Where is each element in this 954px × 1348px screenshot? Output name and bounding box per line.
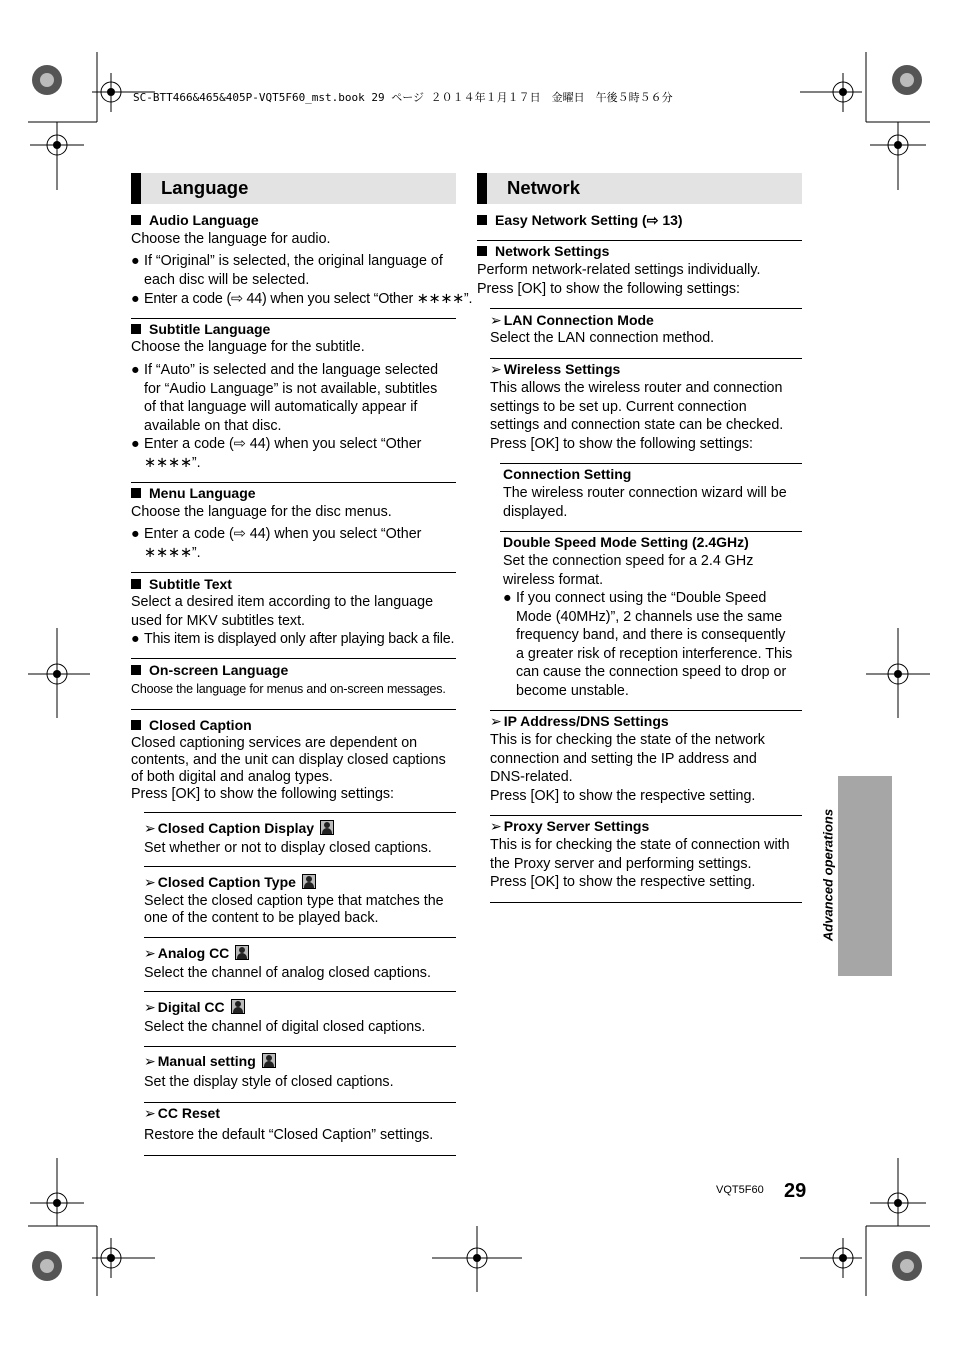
lan-connection-desc: Select the LAN connection method. xyxy=(490,330,715,346)
text-line: Press [OK] to show the following settings: xyxy=(477,280,741,297)
audio-language-bullet-1 xyxy=(131,252,474,289)
square-bullet-icon xyxy=(131,488,141,498)
ip-dns-heading xyxy=(490,713,669,730)
proxy-server-label: Proxy Server Settings xyxy=(503,818,650,834)
double-speed-desc xyxy=(503,552,753,589)
text-line: If “Auto” is selected and the language selected xyxy=(144,362,439,378)
bullet-icon: ● xyxy=(503,590,512,606)
text-line: for “Audio Language” is not available, subtitles xyxy=(144,380,438,397)
cc-reset-heading xyxy=(144,1105,220,1122)
subtitle-language-bullet-2 xyxy=(131,435,474,472)
text-line: the Proxy server and performing settings. xyxy=(490,855,752,872)
divider xyxy=(131,318,456,319)
wireless-settings-desc xyxy=(490,379,783,453)
analog-cc-heading xyxy=(144,945,249,962)
text-line: This allows the wireless router and connection xyxy=(490,380,783,396)
closed-caption-heading xyxy=(131,717,252,733)
person-icon xyxy=(262,1053,276,1068)
divider xyxy=(144,991,456,992)
text-line: become unstable. xyxy=(516,682,629,699)
bullet-icon: ● xyxy=(131,436,140,452)
text-line: Enter a code (⇨ 44) when you select “Other xyxy=(144,526,422,542)
onscreen-language-heading xyxy=(131,662,288,678)
divider xyxy=(500,531,802,532)
arrow-icon: ➢ xyxy=(490,361,502,377)
subtitle-language-desc: Choose the language for the subtitle. xyxy=(131,339,365,355)
text-line: Enter a code (⇨ 44) when you select “Other xyxy=(144,436,422,452)
digital-cc-desc: Select the channel of digital closed captions. xyxy=(144,1019,426,1035)
wireless-settings-label: Wireless Settings xyxy=(503,361,621,377)
arrow-icon: ➢ xyxy=(144,1105,156,1121)
divider xyxy=(131,658,456,659)
lan-connection-label: LAN Connection Mode xyxy=(503,312,654,328)
closed-caption-desc xyxy=(131,735,446,803)
text-line: Select the closed caption type that matches the xyxy=(144,893,444,909)
ip-dns-desc xyxy=(490,731,765,805)
subtitle-text-heading xyxy=(131,576,232,592)
subtitle-text-label: Subtitle Text xyxy=(149,576,232,592)
digital-cc-heading xyxy=(144,999,245,1016)
chapter-tab-label-wrap xyxy=(812,790,844,960)
audio-language-bullet-2 xyxy=(131,290,472,309)
person-icon xyxy=(320,820,334,835)
text-line: settings to be set up. Current connection xyxy=(490,398,747,415)
arrow-icon: ➢ xyxy=(144,999,156,1015)
network-title-text: Network xyxy=(507,177,580,198)
text-line: Perform network-related settings individually. xyxy=(477,262,761,278)
person-icon xyxy=(231,999,245,1014)
cc-type-desc xyxy=(144,893,444,927)
language-title-text: Language xyxy=(161,177,249,198)
text-line: one of the content to be played back. xyxy=(144,910,379,926)
analog-cc-desc: Select the channel of analog closed captions. xyxy=(144,965,431,981)
book-file-header: SC-BTT466&465&405P-VQT5F60_mst.book 29 ページ ２０１４年１月１７日 金曜日 午後５時５６分 xyxy=(133,91,673,104)
text-line: Mode (40MHz)”, 2 channels use the same xyxy=(516,608,783,625)
bullet-icon: ● xyxy=(131,526,140,542)
arrow-icon: ➢ xyxy=(144,874,156,890)
square-bullet-icon xyxy=(131,579,141,589)
cc-display-heading xyxy=(144,820,334,837)
network-settings-label: Network Settings xyxy=(495,243,610,259)
square-bullet-icon xyxy=(131,215,141,225)
chapter-tab xyxy=(838,776,892,976)
text-line: Press [OK] to show the following settings: xyxy=(131,786,395,802)
network-section-title xyxy=(477,173,802,204)
text-line: ∗∗∗∗”. xyxy=(144,454,201,471)
text-line: Set the connection speed for a 2.4 GHz xyxy=(503,553,754,569)
audio-language-desc: Choose the language for audio. xyxy=(131,231,331,247)
text-line: connection and setting the IP address and xyxy=(490,750,757,767)
text-line: Select a desired item according to the language xyxy=(131,594,434,610)
divider xyxy=(500,463,802,464)
text-line: each disc will be selected. xyxy=(144,271,310,288)
divider xyxy=(490,902,802,903)
ip-dns-label: IP Address/DNS Settings xyxy=(503,713,669,729)
network-settings-desc xyxy=(477,261,760,298)
square-bullet-icon xyxy=(131,665,141,675)
wireless-settings-heading xyxy=(490,361,620,378)
section-marker-bar xyxy=(131,173,141,204)
audio-language-heading xyxy=(131,212,259,228)
onscreen-language-desc: Choose the language for menus and on-screen messages. xyxy=(131,682,446,696)
easy-network-label: Easy Network Setting (⇨ 13) xyxy=(495,212,683,228)
double-speed-heading: Double Speed Mode Setting (2.4GHz) xyxy=(503,534,749,550)
subtitle-language-heading xyxy=(131,321,270,337)
subtitle-text-bullet-1 xyxy=(131,630,454,649)
text-line: If you connect using the “Double Speed xyxy=(516,590,767,606)
section-marker-bar xyxy=(477,173,487,204)
onscreen-language-label: On-screen Language xyxy=(149,662,289,678)
manual-setting-label: Manual setting xyxy=(157,1053,256,1069)
arrow-icon: ➢ xyxy=(144,820,156,836)
divider xyxy=(477,240,802,241)
square-bullet-icon xyxy=(131,324,141,334)
language-section-title xyxy=(131,173,456,204)
divider xyxy=(490,710,802,711)
divider xyxy=(490,358,802,359)
divider xyxy=(144,1102,456,1103)
audio-language-label: Audio Language xyxy=(149,212,259,228)
divider xyxy=(131,482,456,483)
text-line: of that language will automatically appear if xyxy=(144,399,418,416)
divider xyxy=(144,937,456,938)
bullet-icon: ● xyxy=(131,631,140,647)
analog-cc-label: Analog CC xyxy=(157,945,230,961)
divider xyxy=(490,308,802,309)
cc-type-heading xyxy=(144,874,316,891)
chapter-tab-label: Advanced operations xyxy=(820,808,836,942)
easy-network-heading xyxy=(477,212,683,229)
network-settings-heading xyxy=(477,243,609,259)
text-line: contents, and the unit can display closed captions xyxy=(131,752,446,768)
text-line: This is for checking the state of connection with xyxy=(490,837,790,853)
cc-type-label: Closed Caption Type xyxy=(157,874,296,890)
person-icon xyxy=(302,874,316,889)
square-bullet-icon xyxy=(477,215,487,225)
text-line: of both digital and analog types. xyxy=(131,769,333,785)
text-line: Press [OK] to show the respective setting. xyxy=(490,874,756,891)
cc-display-desc: Set whether or not to display closed captions. xyxy=(144,840,432,856)
divider xyxy=(490,815,802,816)
cc-reset-label: CC Reset xyxy=(157,1105,220,1121)
bullet-icon: ● xyxy=(131,253,140,269)
square-bullet-icon xyxy=(477,246,487,256)
divider xyxy=(131,709,456,710)
text-line: can cause the connection speed to drop or xyxy=(516,664,787,681)
text-line: The wireless router connection wizard will be xyxy=(503,485,787,501)
text-line: a greater risk of reception interference. This xyxy=(516,645,793,662)
text-line: displayed. xyxy=(503,503,568,520)
closed-caption-label: Closed Caption xyxy=(149,717,252,733)
text-line: Enter a code (⇨ 44) when you select “Other ∗∗∗∗”. xyxy=(144,291,473,307)
text-line: frequency band, and there is consequently xyxy=(516,627,786,644)
divider xyxy=(144,1155,456,1156)
lan-connection-heading xyxy=(490,312,654,329)
text-line: settings and connection state can be checked. xyxy=(490,417,784,434)
text-line: Press [OK] to show the respective setting. xyxy=(490,787,756,804)
double-speed-bullet-1 xyxy=(503,589,816,701)
cc-reset-desc: Restore the default “Closed Caption” settings. xyxy=(144,1127,434,1143)
divider xyxy=(144,866,456,867)
arrow-icon: ➢ xyxy=(490,312,502,328)
subtitle-language-bullet-1 xyxy=(131,361,474,435)
text-line: used for MKV subtitles text. xyxy=(131,612,306,629)
text-line: This item is displayed only after playing back a file. xyxy=(144,631,455,647)
divider xyxy=(131,572,456,573)
page-number: 29 xyxy=(784,1180,807,1202)
manual-setting-heading xyxy=(144,1053,276,1070)
subtitle-text-desc xyxy=(131,593,433,630)
person-icon xyxy=(235,945,249,960)
text-line: wireless format. xyxy=(503,571,604,588)
proxy-server-heading xyxy=(490,818,649,835)
menu-language-desc: Choose the language for the disc menus. xyxy=(131,504,392,520)
arrow-icon: ➢ xyxy=(144,1053,156,1069)
text-line: Press [OK] to show the following settings: xyxy=(490,435,754,452)
square-bullet-icon xyxy=(131,720,141,730)
arrow-icon: ➢ xyxy=(144,945,156,961)
proxy-server-desc xyxy=(490,836,790,892)
text-line: DNS-related. xyxy=(490,769,573,786)
divider xyxy=(144,812,456,813)
text-line: ∗∗∗∗”. xyxy=(144,544,201,561)
text-line: available on that disc. xyxy=(144,417,282,434)
arrow-icon: ➢ xyxy=(490,713,502,729)
digital-cc-label: Digital CC xyxy=(157,999,225,1015)
connection-setting-desc xyxy=(503,484,787,521)
arrow-icon: ➢ xyxy=(490,818,502,834)
connection-setting-heading: Connection Setting xyxy=(503,466,632,482)
divider xyxy=(144,1046,456,1047)
menu-language-bullet-1 xyxy=(131,525,474,562)
text-line: This is for checking the state of the network xyxy=(490,732,765,748)
text-line: If “Original” is selected, the original language of xyxy=(144,253,443,269)
bullet-icon: ● xyxy=(131,362,140,378)
cc-display-label: Closed Caption Display xyxy=(157,820,315,836)
document-code: VQT5F60 xyxy=(716,1184,764,1196)
bullet-icon: ● xyxy=(131,291,140,307)
menu-language-heading xyxy=(131,485,256,501)
manual-setting-desc: Set the display style of closed captions. xyxy=(144,1074,394,1090)
text-line: Closed captioning services are dependent on xyxy=(131,735,418,751)
menu-language-label: Menu Language xyxy=(149,485,256,501)
subtitle-language-label: Subtitle Language xyxy=(149,321,271,337)
